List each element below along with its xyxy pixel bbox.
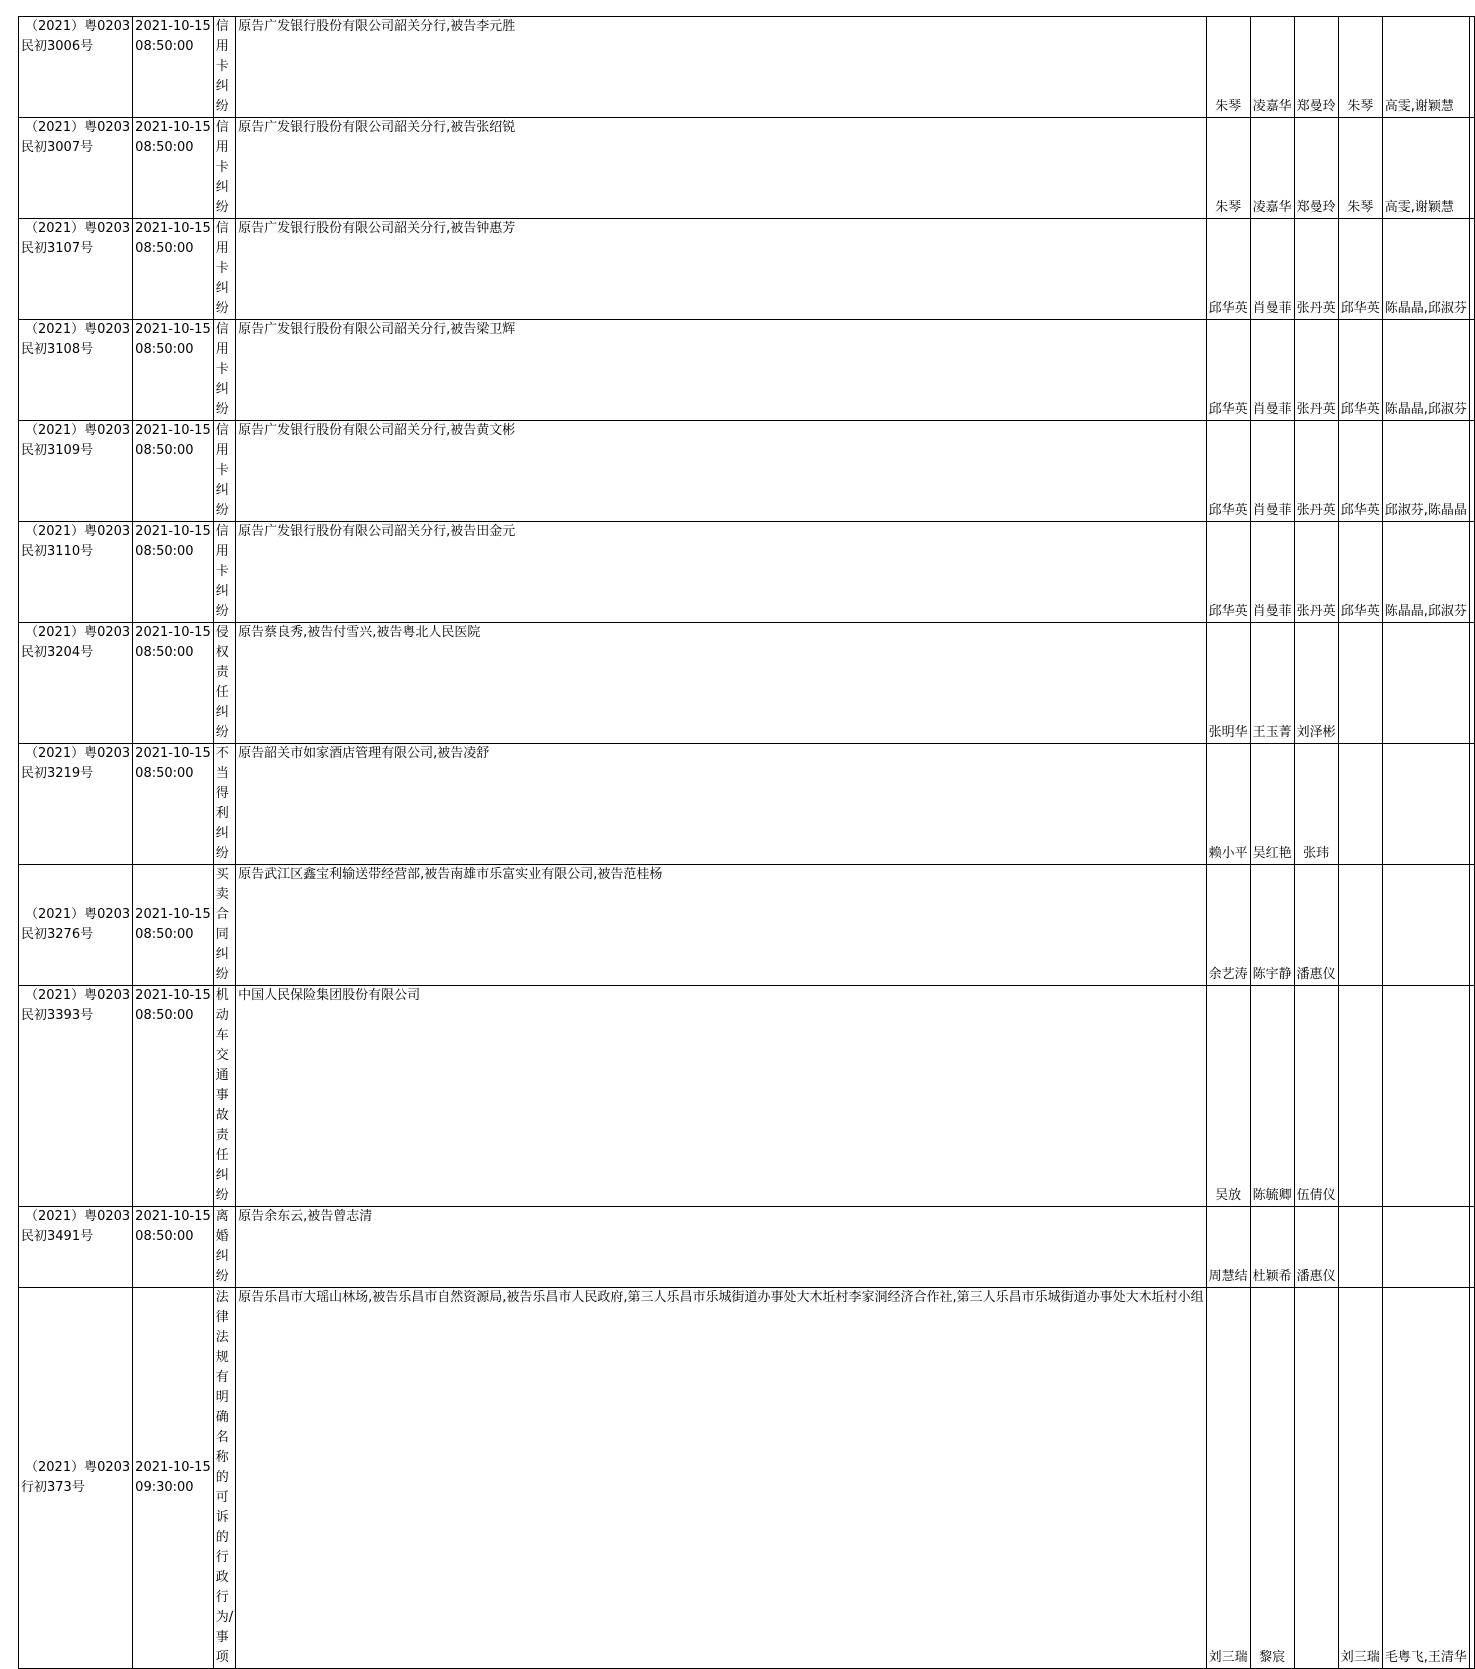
juror-1-cell: 凌嘉华 bbox=[1250, 17, 1294, 118]
case-cause-cell bbox=[213, 986, 235, 1207]
judge-cell: 邱华英 bbox=[1206, 320, 1250, 421]
hearing-datetime-line: 08:50:00 bbox=[135, 140, 194, 155]
case-cause-text: 信用卡纠纷 bbox=[215, 524, 229, 619]
hearing-datetime-line: 08:50:00 bbox=[135, 241, 194, 256]
presiding-cell bbox=[1338, 1207, 1382, 1288]
hearing-schedule-table bbox=[18, 16, 1475, 1669]
parties-cell: 原告韶关市如家酒店管理有限公司,被告凌舒 bbox=[236, 744, 1207, 865]
case-cause-cell bbox=[213, 744, 235, 865]
hearing-datetime-line: 2021-10-15 bbox=[135, 120, 211, 135]
presiding-cell: 邱华英 bbox=[1338, 522, 1382, 623]
case-number-line: 民初3007号 bbox=[21, 140, 94, 155]
case-number-line: 民初3110号 bbox=[21, 544, 94, 559]
hearing-datetime-cell bbox=[133, 118, 214, 219]
clerks-cell: 高雯,谢颖慧 bbox=[1382, 118, 1469, 219]
juror-2-cell: 张玮 bbox=[1294, 744, 1338, 865]
case-cause-text: 机动车交通事故责任纠纷 bbox=[215, 988, 229, 1203]
clerks-cell: 高雯,谢颖慧 bbox=[1382, 17, 1469, 118]
case-number-line: （2021）粤0203 bbox=[25, 19, 131, 34]
clerks-cell bbox=[1382, 1207, 1469, 1288]
hearing-datetime-line: 08:50:00 bbox=[135, 443, 194, 458]
clerks-cell: 邱淑芬,陈晶晶 bbox=[1382, 421, 1469, 522]
hearing-datetime-line: 09:30:00 bbox=[135, 1480, 194, 1495]
case-cause-cell bbox=[213, 421, 235, 522]
case-cause-cell bbox=[213, 118, 235, 219]
clerks-cell bbox=[1382, 865, 1469, 986]
case-number-cell bbox=[19, 320, 133, 421]
juror-2-cell: 张丹英 bbox=[1294, 219, 1338, 320]
juror-1-cell: 陈毓卿 bbox=[1250, 986, 1294, 1207]
juror-2-cell: 张丹英 bbox=[1294, 421, 1338, 522]
case-number-line: （2021）粤0203 bbox=[25, 1460, 131, 1475]
hearing-datetime-line: 2021-10-15 bbox=[135, 988, 211, 1003]
case-number-cell bbox=[19, 986, 133, 1207]
juror-1-cell: 王玉菁 bbox=[1250, 623, 1294, 744]
table-row bbox=[19, 219, 1475, 320]
case-number-line: （2021）粤0203 bbox=[25, 221, 131, 236]
case-number-cell bbox=[19, 1288, 133, 1669]
case-cause-cell bbox=[213, 219, 235, 320]
case-number-line: （2021）粤0203 bbox=[25, 524, 131, 539]
presiding-cell: 刘三瑞 bbox=[1338, 1288, 1382, 1669]
hearing-datetime-cell bbox=[133, 1288, 214, 1669]
presiding-cell bbox=[1338, 744, 1382, 865]
juror-1-cell: 黎宸 bbox=[1250, 1288, 1294, 1669]
parties-cell: 原告广发银行股份有限公司韶关分行,被告黄文彬 bbox=[236, 421, 1207, 522]
case-cause-text: 法律法规有明确名称的可诉的行政行为/事项 bbox=[215, 1290, 234, 1665]
hearing-datetime-cell bbox=[133, 623, 214, 744]
table-row bbox=[19, 118, 1475, 219]
parties-cell: 原告广发银行股份有限公司韶关分行,被告田金元 bbox=[236, 522, 1207, 623]
case-number-line: （2021）粤0203 bbox=[25, 988, 131, 1003]
judge-cell: 朱琴 bbox=[1206, 17, 1250, 118]
case-number-cell bbox=[19, 17, 133, 118]
clerks-cell bbox=[1382, 623, 1469, 744]
case-number-line: （2021）粤0203 bbox=[25, 322, 131, 337]
case-number-line: 民初3219号 bbox=[21, 766, 94, 781]
case-number-line: 民初3276号 bbox=[21, 927, 94, 942]
case-cause-text: 信用卡纠纷 bbox=[215, 120, 229, 215]
remarks-cell bbox=[1469, 1288, 1474, 1669]
hearing-datetime-line: 08:50:00 bbox=[135, 1229, 194, 1244]
hearing-datetime-line: 08:50:00 bbox=[135, 1008, 194, 1023]
case-number-cell bbox=[19, 1207, 133, 1288]
case-number-line: （2021）粤0203 bbox=[25, 907, 131, 922]
juror-1-cell: 肖曼菲 bbox=[1250, 522, 1294, 623]
clerks-cell: 陈晶晶,邱淑芬 bbox=[1382, 219, 1469, 320]
parties-cell: 原告广发银行股份有限公司韶关分行,被告张绍锐 bbox=[236, 118, 1207, 219]
parties-cell: 原告余东云,被告曾志清 bbox=[236, 1207, 1207, 1288]
case-cause-text: 信用卡纠纷 bbox=[215, 221, 229, 316]
remarks-cell bbox=[1469, 623, 1474, 744]
remarks-cell bbox=[1469, 17, 1474, 118]
hearing-datetime-line: 08:50:00 bbox=[135, 342, 194, 357]
case-cause-text: 信用卡纠纷 bbox=[215, 423, 229, 518]
clerks-cell bbox=[1382, 986, 1469, 1207]
judge-cell: 邱华英 bbox=[1206, 219, 1250, 320]
hearing-datetime-line: 08:50:00 bbox=[135, 927, 194, 942]
presiding-cell: 朱琴 bbox=[1338, 17, 1382, 118]
case-cause-text: 买卖合同纠纷 bbox=[215, 867, 229, 982]
clerks-cell: 陈晶晶,邱淑芬 bbox=[1382, 320, 1469, 421]
case-cause-cell bbox=[213, 17, 235, 118]
hearing-datetime-cell bbox=[133, 744, 214, 865]
hearing-datetime-cell bbox=[133, 522, 214, 623]
juror-2-cell: 伍倩仪 bbox=[1294, 986, 1338, 1207]
hearing-datetime-cell bbox=[133, 17, 214, 118]
case-number-line: （2021）粤0203 bbox=[25, 1209, 131, 1224]
case-cause-text: 信用卡纠纷 bbox=[215, 19, 229, 114]
case-number-cell bbox=[19, 865, 133, 986]
hearing-datetime-cell bbox=[133, 986, 214, 1207]
hearing-datetime-line: 2021-10-15 bbox=[135, 19, 211, 34]
parties-cell: 原告乐昌市大瑶山林场,被告乐昌市自然资源局,被告乐昌市人民政府,第三人乐昌市乐城街道办事处大木坵村李家洞经济合作社,第三人乐昌市乐城街道办事处大木坵村小组 bbox=[236, 1288, 1207, 1669]
table-row bbox=[19, 17, 1475, 118]
table-body bbox=[19, 17, 1475, 1669]
remarks-cell bbox=[1469, 1207, 1474, 1288]
case-cause-cell bbox=[213, 522, 235, 623]
remarks-cell bbox=[1469, 320, 1474, 421]
case-cause-cell bbox=[213, 1288, 235, 1669]
hearing-datetime-line: 2021-10-15 bbox=[135, 1209, 211, 1224]
table-row bbox=[19, 623, 1475, 744]
table-row bbox=[19, 320, 1475, 421]
remarks-cell bbox=[1469, 986, 1474, 1207]
juror-1-cell: 凌嘉华 bbox=[1250, 118, 1294, 219]
hearing-datetime-line: 08:50:00 bbox=[135, 766, 194, 781]
clerks-cell: 陈晶晶,邱淑芬 bbox=[1382, 522, 1469, 623]
juror-2-cell: 张丹英 bbox=[1294, 320, 1338, 421]
case-cause-text: 侵权责任纠纷 bbox=[215, 625, 229, 740]
parties-cell: 原告武江区鑫宝利输送带经营部,被告南雄市乐富实业有限公司,被告范桂杨 bbox=[236, 865, 1207, 986]
juror-1-cell: 肖曼菲 bbox=[1250, 320, 1294, 421]
case-number-line: 行初373号 bbox=[21, 1480, 85, 1495]
case-number-cell bbox=[19, 522, 133, 623]
case-number-cell bbox=[19, 219, 133, 320]
hearing-datetime-line: 2021-10-15 bbox=[135, 625, 211, 640]
judge-cell: 邱华英 bbox=[1206, 522, 1250, 623]
parties-cell: 原告蔡良秀,被告付雪兴,被告粤北人民医院 bbox=[236, 623, 1207, 744]
juror-1-cell: 陈宇静 bbox=[1250, 865, 1294, 986]
hearing-datetime-cell bbox=[133, 421, 214, 522]
case-number-line: 民初3006号 bbox=[21, 39, 94, 54]
hearing-datetime-cell bbox=[133, 865, 214, 986]
remarks-cell bbox=[1469, 219, 1474, 320]
case-number-cell bbox=[19, 118, 133, 219]
case-number-line: 民初3107号 bbox=[21, 241, 94, 256]
juror-1-cell: 肖曼菲 bbox=[1250, 421, 1294, 522]
remarks-cell bbox=[1469, 865, 1474, 986]
hearing-datetime-cell bbox=[133, 219, 214, 320]
case-number-cell bbox=[19, 421, 133, 522]
parties-cell: 原告广发银行股份有限公司韶关分行,被告李元胜 bbox=[236, 17, 1207, 118]
juror-2-cell: 郑曼玲 bbox=[1294, 17, 1338, 118]
hearing-datetime-line: 08:50:00 bbox=[135, 544, 194, 559]
presiding-cell bbox=[1338, 986, 1382, 1207]
case-cause-text: 信用卡纠纷 bbox=[215, 322, 229, 417]
judge-cell: 赖小平 bbox=[1206, 744, 1250, 865]
juror-2-cell bbox=[1294, 1288, 1338, 1669]
hearing-datetime-line: 2021-10-15 bbox=[135, 221, 211, 236]
case-number-cell bbox=[19, 744, 133, 865]
case-number-line: 民初3204号 bbox=[21, 645, 94, 660]
juror-2-cell: 张丹英 bbox=[1294, 522, 1338, 623]
parties-cell: 中国人民保险集团股份有限公司 bbox=[236, 986, 1207, 1207]
case-number-line: 民初3108号 bbox=[21, 342, 94, 357]
case-cause-text: 不当得利纠纷 bbox=[215, 746, 229, 861]
table-row bbox=[19, 421, 1475, 522]
judge-cell: 刘三瑞 bbox=[1206, 1288, 1250, 1669]
case-cause-cell bbox=[213, 623, 235, 744]
presiding-cell: 邱华英 bbox=[1338, 421, 1382, 522]
juror-2-cell: 郑曼玲 bbox=[1294, 118, 1338, 219]
clerks-cell: 毛粤飞,王清华 bbox=[1382, 1288, 1469, 1669]
hearing-datetime-line: 08:50:00 bbox=[135, 645, 194, 660]
parties-cell: 原告广发银行股份有限公司韶关分行,被告钟惠芳 bbox=[236, 219, 1207, 320]
table-row bbox=[19, 744, 1475, 865]
remarks-cell bbox=[1469, 522, 1474, 623]
juror-2-cell: 刘泽彬 bbox=[1294, 623, 1338, 744]
hearing-datetime-line: 2021-10-15 bbox=[135, 322, 211, 337]
presiding-cell: 邱华英 bbox=[1338, 320, 1382, 421]
case-number-cell bbox=[19, 623, 133, 744]
table-row bbox=[19, 986, 1475, 1207]
remarks-cell bbox=[1469, 744, 1474, 865]
table-row bbox=[19, 1207, 1475, 1288]
case-number-line: 民初3109号 bbox=[21, 443, 94, 458]
table-row bbox=[19, 1288, 1475, 1669]
presiding-cell bbox=[1338, 865, 1382, 986]
hearing-datetime-cell bbox=[133, 1207, 214, 1288]
judge-cell: 吴放 bbox=[1206, 986, 1250, 1207]
juror-1-cell: 杜颖希 bbox=[1250, 1207, 1294, 1288]
presiding-cell: 朱琴 bbox=[1338, 118, 1382, 219]
case-cause-text: 离婚纠纷 bbox=[215, 1209, 229, 1284]
presiding-cell: 邱华英 bbox=[1338, 219, 1382, 320]
juror-1-cell: 吴红艳 bbox=[1250, 744, 1294, 865]
parties-cell: 原告广发银行股份有限公司韶关分行,被告梁卫辉 bbox=[236, 320, 1207, 421]
case-number-line: （2021）粤0203 bbox=[25, 625, 131, 640]
case-number-line: 民初3491号 bbox=[21, 1229, 94, 1244]
case-cause-cell bbox=[213, 1207, 235, 1288]
hearing-datetime-cell bbox=[133, 320, 214, 421]
judge-cell: 邱华英 bbox=[1206, 421, 1250, 522]
judge-cell: 周慧结 bbox=[1206, 1207, 1250, 1288]
clerks-cell bbox=[1382, 744, 1469, 865]
judge-cell: 余艺涛 bbox=[1206, 865, 1250, 986]
case-number-line: （2021）粤0203 bbox=[25, 120, 131, 135]
juror-2-cell: 潘惠仪 bbox=[1294, 865, 1338, 986]
table-row bbox=[19, 865, 1475, 986]
judge-cell: 朱琴 bbox=[1206, 118, 1250, 219]
juror-1-cell: 肖曼菲 bbox=[1250, 219, 1294, 320]
case-cause-cell bbox=[213, 865, 235, 986]
juror-2-cell: 潘惠仪 bbox=[1294, 1207, 1338, 1288]
case-number-line: （2021）粤0203 bbox=[25, 423, 131, 438]
judge-cell: 张明华 bbox=[1206, 623, 1250, 744]
remarks-cell bbox=[1469, 421, 1474, 522]
hearing-datetime-line: 08:50:00 bbox=[135, 39, 194, 54]
hearing-datetime-line: 2021-10-15 bbox=[135, 746, 211, 761]
presiding-cell bbox=[1338, 623, 1382, 744]
hearing-datetime-line: 2021-10-15 bbox=[135, 1460, 211, 1475]
hearing-datetime-line: 2021-10-15 bbox=[135, 423, 211, 438]
case-number-line: （2021）粤0203 bbox=[25, 746, 131, 761]
remarks-cell bbox=[1469, 118, 1474, 219]
case-number-line: 民初3393号 bbox=[21, 1008, 94, 1023]
table-row bbox=[19, 522, 1475, 623]
case-cause-cell bbox=[213, 320, 235, 421]
hearing-datetime-line: 2021-10-15 bbox=[135, 907, 211, 922]
hearing-datetime-line: 2021-10-15 bbox=[135, 524, 211, 539]
